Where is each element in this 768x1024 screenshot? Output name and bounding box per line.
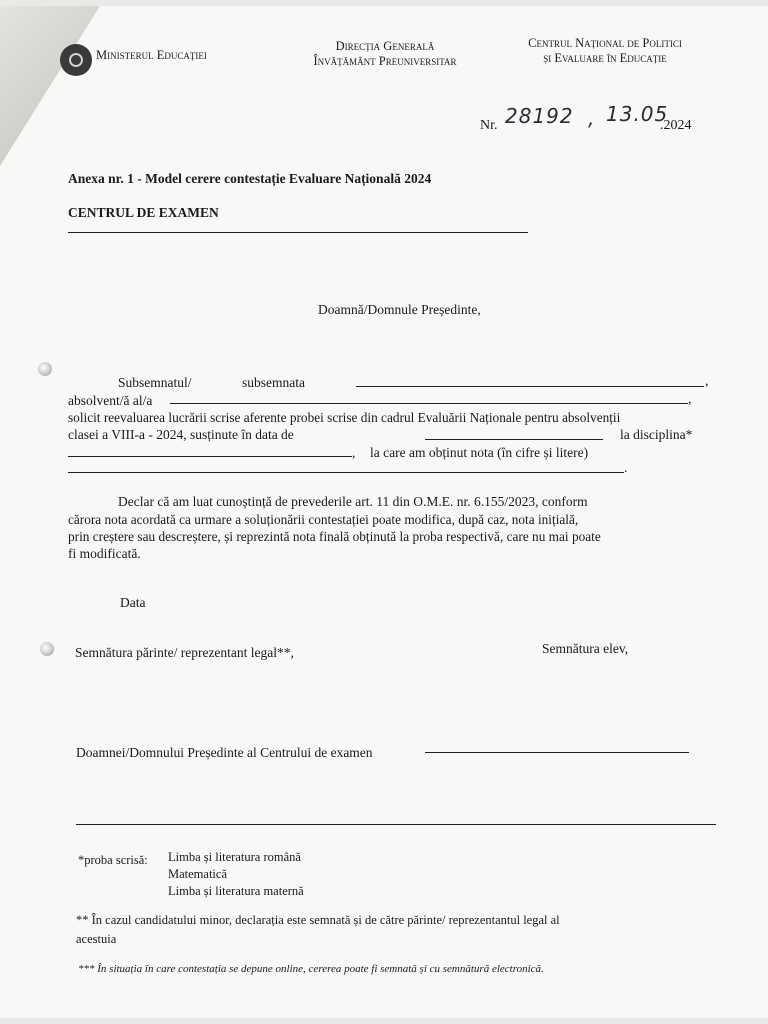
p1-line6-dot: . (624, 460, 628, 475)
directorate-name: Direcția Generală Învățământ Preuniversitar (313, 39, 457, 68)
p1-line3: solicit reevaluarea lucrării scrise aferente probei scrise din cadrul Evaluării Naționale pentru absolvenții (68, 410, 621, 425)
addressee-label: Doamnei/Domnului Președinte al Centrului de examen (76, 745, 373, 760)
exam-center-heading: CENTRUL DE EXAMEN (68, 205, 219, 220)
p1-line4-right: la disciplina* (620, 427, 693, 442)
p1-line5-text: la care am obținut nota (în cifre și litere) (370, 445, 589, 460)
document-page (0, 6, 768, 1018)
punch-hole (38, 362, 52, 376)
footnote-minor-line2: acestuia (76, 932, 117, 946)
exam-date-field-line (425, 439, 603, 440)
discipline-field-line (68, 456, 352, 457)
evaluation-center-name: Centrul Național de Politici și Evaluare în Educație (528, 36, 682, 65)
footnote-probe-1: Limba și literatura română (168, 850, 301, 864)
p1-subsemnatul: Subsemnatul/ (118, 375, 192, 390)
parent-signature-label: Semnătura părinte/ reprezentant legal**, (75, 645, 294, 660)
ministry-crest-icon (60, 44, 92, 76)
grade-field-line (68, 472, 624, 473)
name-field-line (356, 386, 704, 387)
student-signature-label: Semnătura elev, (542, 641, 629, 656)
footnote-probe-2: Matematică (168, 867, 227, 881)
punch-hole (40, 642, 54, 656)
registration-separator: , (588, 106, 596, 130)
exam-center-line (68, 232, 528, 233)
footnote-probe-label: *proba scrisă: (78, 853, 148, 867)
school-field-line (170, 403, 688, 404)
footnote-online: *** În situația în care contestația se depune online, cererea poate fi semnată și cu semnătură electronică. (78, 963, 544, 975)
annex-title: Anexa nr. 1 - Model cerere contestație Evaluare Națională 2024 (68, 171, 432, 186)
p1-line4-left: clasei a VIII-a - 2024, susținute în data de (68, 427, 294, 442)
footnote-separator (76, 824, 716, 825)
p1-l1-comma: , (705, 373, 709, 388)
folded-page-corner (0, 6, 100, 166)
registration-year: .2024 (660, 118, 692, 133)
addressee-field-line (425, 752, 689, 753)
registration-number-label: Nr. (480, 118, 498, 133)
date-label: Data (120, 595, 146, 610)
salutation: Doamnă/Domnule Președinte, (318, 302, 481, 317)
p1-line5-comma: , (352, 445, 356, 460)
p2-line4: fi modificată. (68, 546, 141, 561)
footnote-probe-3: Limba și literatura maternă (168, 884, 304, 898)
p1-l2-comma: , (688, 391, 692, 406)
ministry-name: Ministerul Educației (96, 48, 207, 62)
p2-line2: cărora nota acordată ca urmare a soluționării contestației poate modifica, după caz, nota inițială, (68, 512, 579, 527)
p1-subsemnata: subsemnata (242, 375, 305, 390)
registration-date-handwritten: 13.05 (606, 102, 669, 126)
registration-number-handwritten: 28192 (505, 104, 574, 128)
footnote-minor-line1: ** În cazul candidatului minor, declarația este semnată și de către părinte/ reprezentantul legal al (76, 913, 560, 927)
p1-absolvent: absolvent/ă al/a (68, 393, 153, 408)
p2-line3: prin creștere sau descreștere, și reprezintă nota finală obținută la proba respectivă, care nu mai poate (68, 529, 601, 544)
p2-line1: Declar că am luat cunoștință de prevederile art. 11 din O.M.E. nr. 6.155/2023, conform (118, 494, 588, 509)
